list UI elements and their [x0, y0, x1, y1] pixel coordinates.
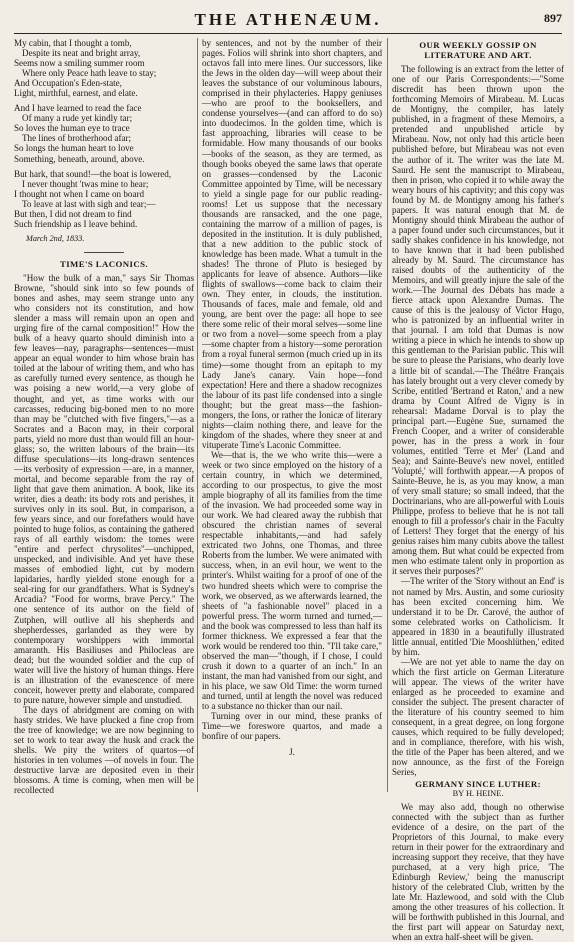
poem [14, 38, 194, 229]
article-signature: J. [289, 747, 295, 758]
poem-line: But then, I did not dream to find [14, 208, 132, 219]
article-paragraph: —We are not yet able to name the day on which the first article on German Literature will appear. The views of the writer have enlarged as he proceeded to examine and consider the subject. The present character of the literature of his country seemed to him consequent, in a great degree, on long forgone causes, which required to be fully developed; and in compliance, therefore, with his wish, the title of the Paper has been altered, and we now announce, as the first of the Foreign Series, [392, 656, 564, 778]
section-divider [84, 252, 124, 253]
poem-line: And Occupation's Eden-state, [14, 78, 122, 89]
column-left [14, 38, 194, 796]
page-number: 897 [544, 11, 562, 25]
article-paragraph: We—that is, the we who write this—were a week or two since employed on the history of a certain country, in which we determined, according to our prospectus, to give the most ample biography of all its families from the time of the invasion. We had proceeded some way in our work. We had cleared away the rubbish that obscured the christian names of several respectable inhabitants,—and had safely extricated two Johns, one Thomas, and three Roberts from the lumber. We were animated with success, when, in an evil hour, we went to the printer's. Whilst waiting for a proof of one of the two hundred sheets which were to comprise the work, we observed, as we afterwards learned, the sheets of "a fashionable novel" placed in a powerful press. The worm turned and turned,—and the book was compressed to less than half its former thickness. We expressed a fear that the work would be rendered too thin. "I'll take care," observed the man—"though, if I chose, I could crush it down to a quarter of an inch." In an instant, the man had vanished from our sight, and in his place, we saw Old Time: the worm turned and turned, until at length the novel was reduced to a substance no thicker than our nail. [202, 449, 382, 712]
poem-stanza [14, 38, 194, 98]
poem-line: I thought not when I came on board [14, 188, 145, 199]
article-heading: TIME'S LACONICS. [59, 258, 149, 269]
article-paragraph: Turning over in our mind, these pranks of Time—we foreswore quartos, and made a bonfire of our papers. [202, 711, 382, 742]
article-paragraph: "How the bulk of a man," says Sir Thomas Browne, "should sink into so few pounds of bones and ashes, may seem strange unto any who considers not its constitution, and how slender a mass will remain upon an open and urging fire of the carnal composition!" How the bulk of a heavy quarto should diminish into a few leaves—nay, paragraphs—sentences—must appear an equal wonder to him whose brain has toiled at the labour of writing them, and who has as carefully turned every sentence, as though he was poising a new world,—a very globe of thought, and yet, as time works with our carcasses, reducing big-boned men to no more than may be "clutched with five fingers,"—as a Socrates and a Bacon may, in their corporal parts, yield no more dust than would fill an hour-glass; so, the written labours of the brain—its diffuse speculations—its long-drawn sentences—its verbosity of expression —are, in a manner, mortal, and become separable from the ray of light that gave them animation. A book, like its writer, dies a death: its body rots and perishes, it survives only in its soul. But, in comparison, a few years since, and our forefathers would have pointed to huge folios, as containing the gathered rays of all earthly wisdom: the tomes were "entire and perfect chrysolites"—unchipped, unspecked, and indivisible. And yet have these masses of embodied light, cut by modern lapidaries, hardly yielded stone enough for a seal-ring for our grandfathers. What is Sydney's Arcadia? "Food for worms, brave Percy." The one sentence of its author on the field of Zutphen, will outlive all his shepherds and shepherdesses, garlanded as they were by contemporary worshippers with immortal amaranth. His Basiliuses and Philocleas are dead; but the wounded soldier and the cup of water will live the history of human things. Here is an illustration of the evanescence of mere conceit, however pretty and elaborate, compared to pure nature, however simple and unstudied. [14, 272, 194, 705]
poem-line: My cabin, that I thought a tomb, [14, 38, 132, 48]
article-paragraph: The following is an extract from the letter of one of our Paris Correspondents:—"Some discredit has been thrown upon the forthcoming Memoirs of Mirabeau. M. Lucas de Montigny, the compiler, has lately published, in a fragment of these Memoirs, a pretended and unpublished article by Mirabeau. Now, not only had this article been published before, but Mirabeau was not even the author of it. The writer was the late M. Saurd. He sent the manuscript to Mirabeau, then in prison, who copied it to while away the weary hours of his captivity; and this copy was found by M. de Montigny among his father's papers. It was natural enough that M. de Montigny should think Mirabeau the author of a paper found under such circumstances, but it sadly shakes confidence in his knowledge, not to have known that it had been published already by M. Saurd. The circumstance has raised doubts of the authenticity of the Memoirs, and will greatly injure the sale of the work.—The Journal des Débats has made a fierce attack upon Alexandre Dumas. The cause of this is the jealousy of Victor Hugo, who is patronized by an influential writer in that journal. I am told that Dumas is now writing a piece in which he intends to show up this gentleman to the Parisian public. This will be sure to please the Parisians, who dearly love a little bit of scandal.—The Théâtre Français has lately brought out a very clever comedy by Scribe, entitled 'Bertrand et Raton,' and a new drama by Count Alfred de Vigny is in rehearsal: Madame Dorval is to play the principal part.—Eugène Sue, surnamed the French Cooper, and a writer of considerable power, has in the press a work in four volumes, entitled 'Terre et Mer' (Land and Sea); and Sainte-Beuve's new novel, entitled 'Volupté,' will forthwith appear.—A propos of Sainte-Beuve, he is, as you may know, a man of very small stature; so small indeed, that the Doctrinarians, who are all-powerful with Louis Philippe, profess to believe that he is not tall enough to fill a professor's chair in the Faculty of Letters! They forget that the energy of his genius raises him many cubits above the tallest among them. But what could be expected from men who estimate talent only in proportion as it serves their purposes?" [392, 64, 564, 577]
publication-title: THE ATHENÆUM. [194, 10, 382, 29]
poem-line: I never thought 'twas mine to hear; [22, 178, 149, 189]
poem-stanza [14, 103, 194, 163]
poem-line: To leave at last with sigh and tear;— [22, 198, 156, 209]
poem-line: But hark, that sound!—the boat is lowered, [14, 168, 172, 179]
article-paragraph: by sentences, and not by the number of their pages. Folios will shrink into short chapters, and octavos fall into mere lines. Our successors, like the Jews in the olden day—will weep about their leaves the substance of our voluminous labours, comprised in their phylacteries. Happy geniuses—who are proof to the booksellers, and condense yourselves—(and can afford to do so) into duodecimos. In the golden time, which is fast approaching, libraries will cease to be formidable. How many thousands of our books—books of the season, as they are termed, as though books obeyed the same laws that operate on grasses—condensed by the Laconic Committee appointed by Time, will be necessary to yield a single page for our public reading-rooms! Let us suppose that the necessary thousands are ransacked, and the one page, containing the marrow of a million of pages, is deposited in the institution. It is duly published, that a new addition to the public stock of knowledge has been made. What a tumult in the shades! The throne of Pluto is besieged by applicants for leave of absence. Authors—like flights of swallows—come back to claim their own. They enter, in clouds, the institution. Thousands of faces, male and female, old and young, are bent over the page: all hope to see there some relic of their moral selves—some line or two from a novel—some speech from a play—some chapter from a history—some peroration from a royal funeral sermon (much cried up in its time)—some thought from an epitaph to my Lady Jane's canary. Vain hope—fond expectation! Here and there a shadow recognizes the labour of its past life condensed into a single thought; but the great mass—the fashion-mongers, the Ions, or rather the Ionicæ of literary nights—claim nothing there, and leave for the kingdom of the shades, where they sneer at and vituperate Time's Laconic Committee. [202, 38, 382, 450]
subheading: GERMANY SINCE LUTHER: [415, 779, 541, 790]
poem-line: Seems now a smiling summer room [14, 58, 145, 69]
poem-line: The lines of brotherhood afar; [22, 133, 132, 144]
byline: BY H. HEINE. [452, 789, 504, 799]
poem-line: Something, beneath, around, above. [14, 153, 145, 164]
poem-line: Of many a rude yet kindly tar; [22, 113, 133, 124]
poem-line: Such friendship as I leave behind. [14, 218, 138, 229]
poem-date: March 2nd, 1833. [26, 233, 85, 243]
page-header [14, 8, 562, 34]
poem-line: Where only Peace hath leave to stay; [22, 68, 157, 79]
column-middle [202, 38, 382, 792]
column-divider [387, 38, 388, 792]
poem-line: So longs the human heart to love [14, 143, 134, 154]
article-paragraph: —The writer of the 'Story without an End' is not named by Mrs. Austin, and some curiosity has been excited concerning him. We understand it to be Dr. Carové, the author of some celebrated works on Catholicism. It appeared in 1830 in a beautifully illustrated little annual, entitled 'Die Mooshlüthen,' edited by him. [392, 576, 564, 657]
gossip-heading: OUR WEEKLY GOSSIP ON LITERATURE AND ART. [419, 40, 537, 61]
poem-stanza [14, 169, 194, 229]
poem-line: Light, mirthful, earnest, and elate. [14, 88, 138, 99]
header-rule [14, 33, 562, 34]
poem-line: Despite its neat and bright array, [22, 48, 141, 59]
article-paragraph: The days of abridgment are coming on with hasty strides. We have plucked a fine crop from the tree of knowledge; we are now beginning to set to work to tear away the husk and crack the shells. We pity the writers of quartos—of histories in ten volumes —of novels in four. The destructive larvæ are deposited even in their blossoms. A time is coming, when men will be recollected [14, 704, 194, 796]
column-right [392, 38, 564, 942]
column-divider [197, 38, 198, 792]
poem-line: So loves the human eye to trace [14, 123, 130, 134]
poem-line: And I have learned to read the face [14, 103, 142, 114]
article-paragraph: We may also add, though no otherwise connected with the subject than as further evidence of a desire, on the part of the Proprietors of this Journal, to make every return in their power for the extraordinary and increasing support they receive, that they have purchased, at a very high price, 'The Edinburgh Review,' being the manuscript history of the celebrated Club, written by the late Mr. Hazlewood, and sold with the Club among the other treasures of his collection. It will be forthwith published in this Journal, and the first part will appear on Saturday next, when an extra half-sheet will be given. [392, 801, 564, 942]
